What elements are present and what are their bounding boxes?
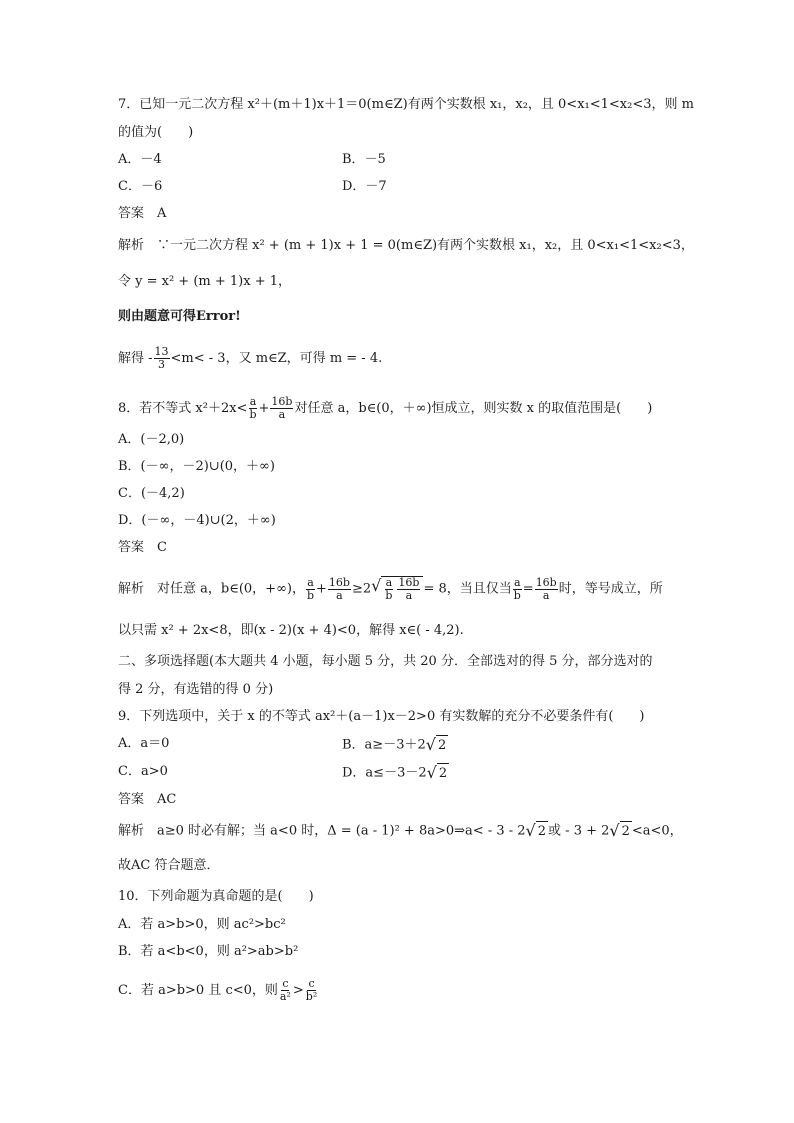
- radical-sign: √: [426, 763, 437, 782]
- fraction-denominator: 3: [158, 358, 166, 371]
- q9-analysis-sqrt-1: [526, 821, 548, 841]
- fraction-numerator: 13: [154, 345, 169, 358]
- q10-option-c: [118, 978, 319, 1003]
- q9-analysis-sqrt-2: [609, 821, 631, 841]
- q8-analysis-fraction-1: [306, 577, 315, 602]
- q8-condition-fraction-1: [513, 577, 522, 602]
- q8-option-b: B．(－∞，－2)∪(0，＋∞): [118, 459, 275, 474]
- q9-option-d: [342, 763, 449, 783]
- q10-option-c-fraction-2: [305, 978, 318, 1003]
- q7-analysis4-post: <m< - 3，又 m∈Z，可得 m = - 4.: [170, 351, 383, 366]
- q9-option-d-sqrt: [427, 763, 449, 783]
- q7-answer: 答案 A: [118, 206, 167, 221]
- radical-sign: √: [525, 821, 536, 840]
- radical-sign: √: [609, 821, 620, 840]
- q8-condition-fraction-2: [535, 577, 558, 602]
- fraction-denominator: b²: [305, 990, 318, 1003]
- q9-analysis-mid: 或 - 3 + 2: [548, 823, 610, 839]
- fraction-denominator: b: [385, 589, 393, 602]
- q8-analysis-line1: [118, 576, 663, 602]
- q8-stem-plus: +: [258, 401, 270, 416]
- fraction-denominator: a: [542, 588, 550, 602]
- q8-stem-fraction-2: [270, 396, 293, 421]
- q9-option-a: A．a＝0: [118, 736, 170, 751]
- q10-option-a: A．若 a>b>0，则 ac²>bc²: [118, 917, 286, 932]
- radicand: 2: [436, 735, 448, 755]
- q8-stem-fraction-1: [248, 396, 257, 421]
- q9-analysis-line2: 故AC 符合题意．: [118, 858, 220, 873]
- q8-stem-pre: 8．若不等式 x²＋2x<: [118, 401, 248, 416]
- section2-heading-line1: 二、多项选择题(本大题共 4 小题，每小题 5 分，共 20 分．全部选对的得 5 分，部分选对的: [118, 654, 653, 669]
- q8-sqrt-fraction-1: [384, 577, 393, 602]
- q10-option-b: B．若 a<b<0，则 a²>ab>b²: [118, 944, 299, 959]
- q8-analysis-sqrt: [371, 576, 423, 602]
- q8-analysis-plus: +: [316, 581, 327, 597]
- fraction-denominator: b: [513, 588, 521, 602]
- fraction-numerator: a: [249, 395, 257, 408]
- q8-condition-eq: =: [522, 581, 534, 597]
- fraction-denominator: a: [336, 588, 343, 602]
- radicand: 2: [437, 763, 449, 783]
- q10-stem: 10．下列命题为真命题的是( ): [118, 889, 314, 904]
- fraction-numerator: a: [385, 576, 393, 589]
- fraction-numerator: a: [513, 575, 521, 589]
- fraction-denominator: a: [405, 589, 413, 602]
- q7-option-d: D．－7: [342, 179, 387, 194]
- q8-stem: [118, 396, 652, 421]
- q7-analysis-line2: 令 y = x² + (m + 1)x + 1，: [118, 274, 291, 289]
- q8-analysis-ge: ≥2: [351, 581, 372, 597]
- q9-option-b-pre: B．a≥－3＋2: [342, 737, 426, 753]
- q7-analysis4-pre: 解得 -: [118, 351, 153, 366]
- q7-analysis-line4: [118, 346, 382, 371]
- q8-analysis-fraction-2: [328, 577, 351, 602]
- q9-analysis-pre: 解析 a≥0 时必有解；当 a<0 时，Δ = (a - 1)² + 8a>0⇒a< - 3 - 2: [118, 823, 526, 839]
- radicand: 2: [620, 821, 632, 841]
- q10-option-c-gt: >: [292, 983, 304, 998]
- q8-stem-post: 对任意 a，b∈(0，＋∞)恒成立，则实数 x 的取值范围是( ): [294, 401, 653, 416]
- q9-stem: 9．下列选项中，关于 x 的不等式 ax²＋(a－1)x－2>0 有实数解的充分不必要条件有( ): [118, 709, 645, 724]
- q8-sqrt-fraction-2: [397, 577, 420, 602]
- q7-option-c: C．－6: [118, 179, 163, 194]
- q9-option-b: [342, 735, 448, 755]
- fraction-denominator: b: [249, 408, 257, 421]
- q9-option-d-pre: D．a≤－3－2: [342, 765, 427, 781]
- radical-sign: √: [371, 576, 382, 595]
- q9-option-c: C．a>0: [118, 764, 168, 779]
- q8-analysis-pre: 解析 对任意 a，b∈(0，+∞)，: [118, 581, 305, 597]
- fraction-denominator: b: [306, 588, 315, 602]
- fraction-numerator: 16b: [535, 575, 557, 589]
- fraction-numerator: 16b: [271, 395, 293, 408]
- fraction-numerator: 16b: [328, 575, 350, 589]
- fraction-numerator: c: [282, 977, 289, 990]
- q9-analysis-post: <a<0，: [631, 823, 683, 839]
- fraction-denominator: a²: [279, 990, 291, 1003]
- q7-analysis-line1: 解析 ∵一元二次方程 x² + (m + 1)x + 1 = 0(m∈Z)有两个实数根 x₁，x₂，且 0<x₁<1<x₂<3，: [118, 238, 694, 253]
- q7-analysis-line3: 则由题意可得Error!: [118, 309, 241, 324]
- q7-stem-line2: 的值为( ): [118, 125, 194, 140]
- q9-option-b-sqrt: [426, 735, 448, 755]
- radicand: [381, 576, 423, 602]
- radical-sign: √: [425, 735, 436, 754]
- q8-analysis-line2: 以只需 x² + 2x<8，即(x - 2)(x + 4)<0，解得 x∈( - 4,2).: [118, 623, 464, 638]
- q7-option-a: A．－4: [118, 152, 162, 167]
- fraction-numerator: 16b: [398, 576, 420, 589]
- radicand: 2: [536, 821, 548, 841]
- fraction-denominator: a: [278, 408, 286, 421]
- q9-answer: 答案 AC: [118, 792, 177, 807]
- q8-analysis-post: 时，等号成立，所: [558, 581, 663, 597]
- q7-analysis4-fraction: [154, 346, 170, 371]
- fraction-numerator: a: [307, 575, 314, 589]
- q8-option-d: D．(－∞，－4)∪(2，＋∞): [118, 513, 276, 528]
- q10-option-c-pre: C．若 a>b>0 且 c<0，则: [118, 983, 278, 998]
- q7-stem-line1: 7．已知一元二次方程 x²＋(m＋1)x＋1＝0(m∈Z)有两个实数根 x₁，x₂，且 0<x₁<1<x₂<3，则 m: [118, 97, 694, 112]
- q8-answer: 答案 C: [118, 540, 167, 555]
- q10-option-c-fraction-1: [279, 978, 292, 1003]
- q9-analysis-line1: [118, 821, 683, 841]
- q8-analysis-eq: = 8，当且仅当: [423, 581, 512, 597]
- q8-option-c: C．(－4,2): [118, 486, 185, 501]
- section2-heading-line2: 得 2 分，有选错的得 0 分): [118, 682, 274, 697]
- q8-option-a: A．(－2,0): [118, 432, 185, 447]
- q7-option-b: B．－5: [342, 152, 386, 167]
- fraction-numerator: c: [308, 977, 315, 990]
